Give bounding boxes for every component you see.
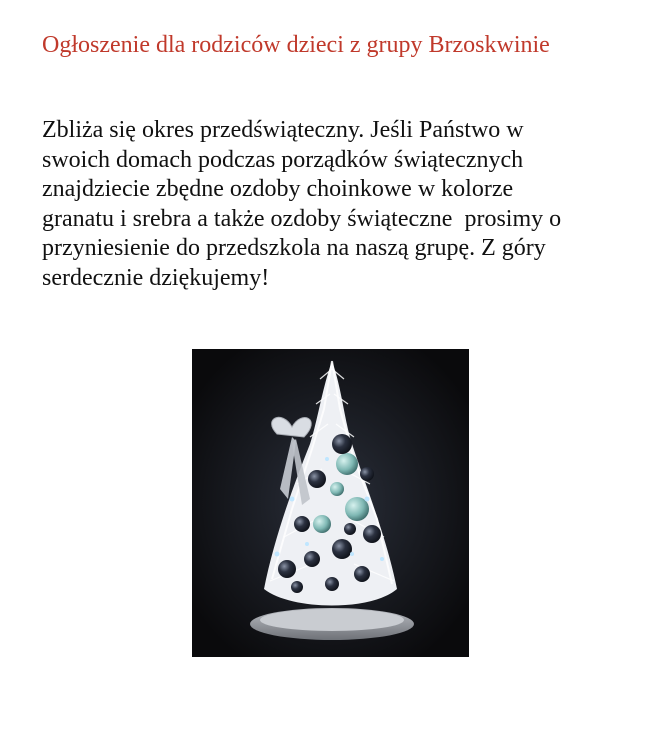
announcement-line: Zbliża się okres przedświąteczny. Jeśli Państwo w <box>42 117 524 143</box>
christmas-tree-photo <box>192 349 469 657</box>
announcement-line: przyniesienie do przedszkola na naszą grupę. Z góry <box>42 235 546 261</box>
announcement-line: serdecznie dziękujemy! <box>42 264 270 291</box>
announcement-line: znajdziecie zbędne ozdoby choinkowe w kolorze <box>42 176 514 202</box>
announcement-line: granatu i srebra a także ozdoby świąteczne prosimy o <box>42 205 562 232</box>
announcement-line: swoich domach podczas porządków świątecznych <box>42 146 524 173</box>
announcement-body <box>42 116 632 293</box>
announcement-title: Ogłoszenie dla rodziców dzieci z grupy Brzoskwinie <box>42 32 550 58</box>
